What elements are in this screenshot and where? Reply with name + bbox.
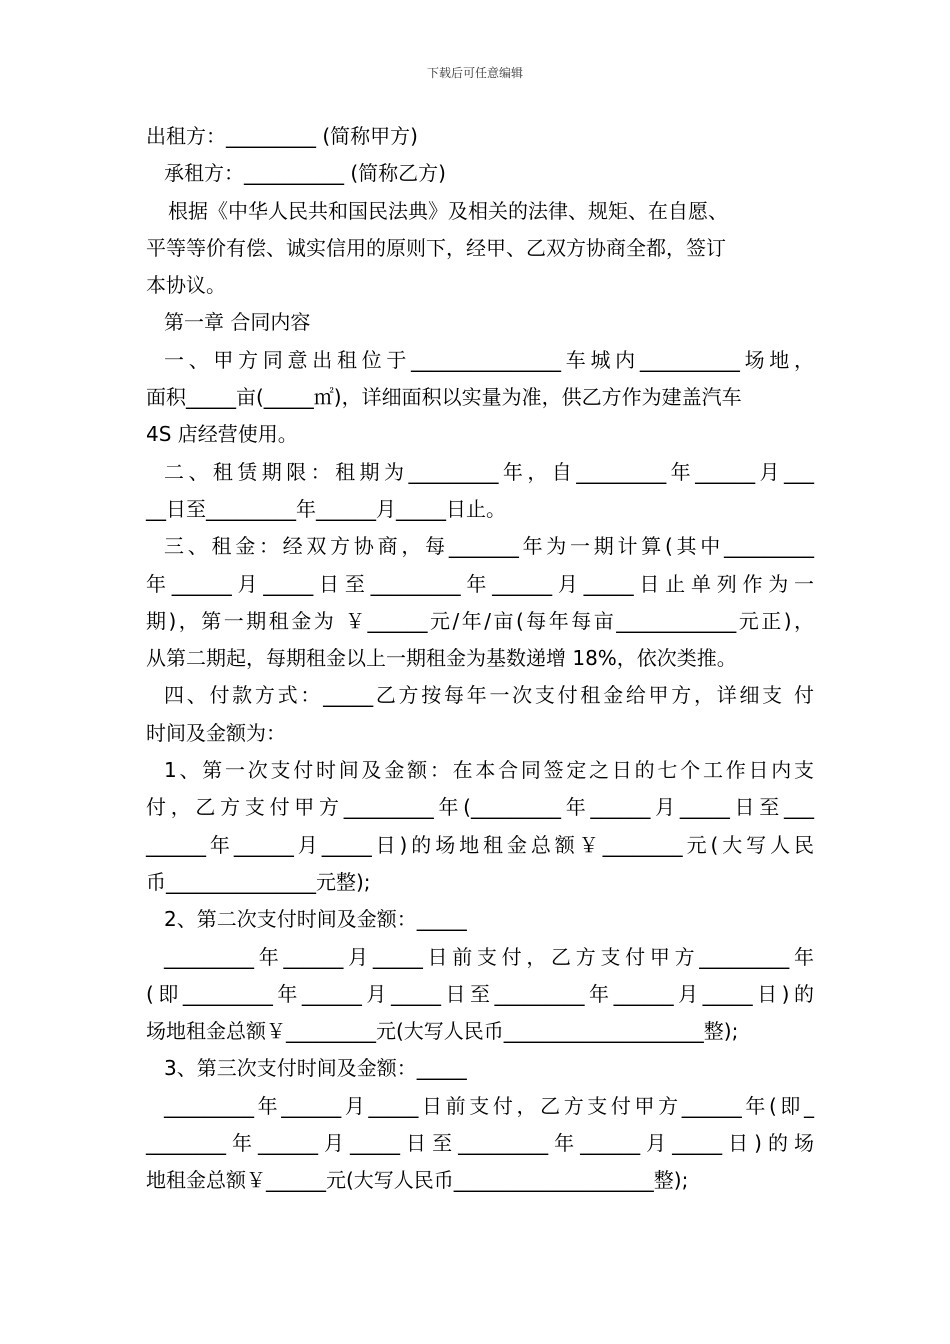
contract-text-line: 出租方：_________ (简称甲方) [146, 124, 418, 148]
contract-text-line: 年______月_____日至_________年______月_____日止单列作为一 [146, 571, 814, 596]
contract-body [146, 118, 814, 1200]
contract-text-line: __日至_________年______月_____日止。 [146, 496, 506, 521]
contract-text-line: 面积_____亩(_____㎡)，详细面积以实量为准，供乙方作为建盖汽车 [146, 385, 742, 410]
contract-text-line: ________年______月_____日至_________年______月_____日)的场 [146, 1131, 814, 1156]
contract-text-line: _________年______月_____日前支付，乙方支付甲方______年(即_ [164, 1093, 814, 1118]
contract-text-line: 一、甲方同意出租位于_______________车城内__________场地， [164, 347, 814, 372]
contract-text-line: 四、付款方式：_____乙方按每年一次支付租金给甲方，详细支 付 [164, 683, 814, 708]
contract-text-line: 从第二期起，每期租金以上一期租金为基数递增 18%，依次类推。 [146, 646, 737, 671]
contract-text-line: 二、租赁期限：租期为_________年，自_________年______月___ [164, 459, 814, 484]
contract-text-line: 1、第一次支付时间及金额：在本合同签定之日的七个工作日内支 [164, 758, 814, 783]
contract-text-line: 时间及金额为： [146, 720, 286, 745]
contract-text-line: 第一章 合同内容 [164, 310, 311, 335]
contract-text-line: 三、租金：经双方协商，每_______年为一期计算(其中_________ [164, 534, 814, 559]
contract-text-line: ______年______月_____日)的场地租金总额￥________元(大写人民 [146, 832, 814, 857]
contract-text-line: 付，乙方支付甲方_________年(_________年______月_____日至___ [146, 795, 814, 820]
contract-text-line: 场地租金总额￥_________元(大写人民币____________________整); [146, 1019, 739, 1044]
contract-text-line: _________年______月_____日前支付，乙方支付甲方_________年 [164, 944, 814, 969]
contract-text-line: 承租方：__________ (简称乙方) [164, 161, 446, 186]
contract-text-line: (即_________年______月_____日至_________年______月_____日)的 [146, 981, 814, 1006]
contract-text-line: 期)，第一期租金为 ￥______元/年/亩(每年每亩____________元正)， [146, 608, 814, 633]
contract-text-line: 根据《中华人民共和国民法典》及相关的法律、规矩、在自愿、 [168, 198, 728, 223]
contract-text-line: 4S 店经营使用。 [146, 422, 298, 447]
contract-text-line: 本协议。 [146, 273, 226, 298]
contract-text-line: 平等等价有偿、诚实信用的原则下，经甲、乙双方协商全都，签订 [146, 235, 726, 260]
contract-text-line: 币_______________元整); [146, 869, 371, 894]
contract-text-line: 3、第三次支付时间及金额：_____ [164, 1056, 467, 1081]
contract-text-line: 2、第二次支付时间及金额：_____ [164, 907, 467, 932]
contract-text-line: 地租金总额￥______元(大写人民币____________________整); [146, 1168, 689, 1193]
page-header-note: 下载后可任意编辑 [426, 66, 523, 80]
